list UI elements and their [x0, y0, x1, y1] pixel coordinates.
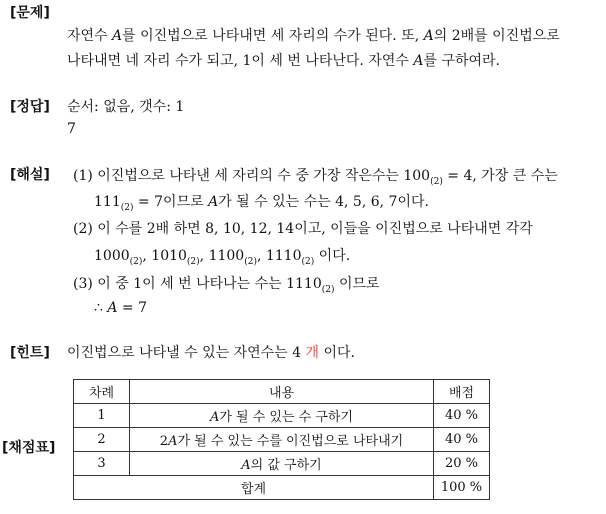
- table-total-row: [74, 476, 490, 500]
- answer-line-1: 순서: 없음, 갯수: 1: [67, 99, 185, 115]
- problem-line-2: [67, 50, 500, 70]
- var-a: A: [241, 458, 251, 473]
- solution-step-1-line-2: [94, 191, 429, 213]
- therefore-symbol: ∴: [94, 300, 108, 316]
- solution-text: = 4, 가장 큰 수는: [442, 168, 558, 184]
- total-label: 합계: [74, 476, 434, 500]
- var-a: A: [208, 194, 219, 210]
- solution-text: , 1010: [142, 248, 187, 264]
- solution-text: = 7: [133, 194, 164, 210]
- answer-label: [정답]: [10, 99, 50, 115]
- base-subscript: (2): [120, 202, 134, 213]
- row-number: 3: [74, 452, 130, 476]
- problem-text: 나타내면 네 자리 수가 되고,: [67, 53, 243, 69]
- rubric-label: [채점표]: [2, 440, 56, 456]
- solution-text: 이 세 번 나타나는 수는 1110: [142, 276, 322, 292]
- solution-step-3-line-1: [73, 273, 380, 295]
- answer-line-2: 7: [67, 121, 76, 137]
- row-content: [130, 428, 434, 452]
- row-number: 2: [74, 428, 130, 452]
- solution-text: = 7: [117, 300, 148, 316]
- problem-text: 자연수: [67, 28, 113, 44]
- solution-text: 이다.: [397, 194, 429, 210]
- solution-text: 이므로: [163, 194, 209, 210]
- total-score: 100 %: [434, 476, 490, 500]
- header-order: 차례: [74, 380, 130, 404]
- solution-text: 111: [94, 194, 121, 210]
- var-a: A: [168, 434, 178, 449]
- table-row: [74, 404, 490, 428]
- row-score: 40 %: [434, 428, 490, 452]
- solution-text: 이다.: [314, 248, 351, 264]
- solution-text: 이므로: [334, 276, 380, 292]
- hint-text-part: 이다.: [319, 345, 355, 361]
- solution-text: 1000: [94, 248, 130, 264]
- header-content: 내용: [130, 380, 434, 404]
- row-number: 1: [74, 404, 130, 428]
- base-subscript: (2): [129, 256, 143, 267]
- row-content-pre: 2: [159, 434, 169, 449]
- problem-text: 의: [433, 28, 452, 44]
- row-content-post: 의 값 구하기: [250, 458, 322, 473]
- hint-text-part: 이진법으로 나타낼 수 있는 자연수는 4: [67, 345, 306, 361]
- row-score: 40 %: [434, 404, 490, 428]
- var-a: A: [209, 410, 220, 425]
- solution-label: [해설]: [10, 167, 50, 183]
- solution-step-2-line-2: [94, 245, 350, 267]
- solution-step-2-line-1: [73, 218, 533, 238]
- base-subscript: (2): [244, 256, 257, 267]
- row-content-post: 가 될 수 있는 수를 이진법으로 나타내기: [177, 434, 404, 449]
- var-a: A: [413, 53, 424, 69]
- hint-label: [힌트]: [10, 345, 50, 361]
- problem-text: 배를 이진법으로: [460, 28, 560, 44]
- header-score: 배점: [434, 380, 490, 404]
- solution-text: (1) 이진법으로 나타낸 세 자리의 수 중 가장 작은수는 100: [73, 168, 431, 184]
- hint-highlight: 개: [305, 345, 319, 361]
- number: 1: [242, 53, 252, 69]
- var-a: A: [423, 28, 434, 44]
- base-subscript: (2): [186, 256, 200, 267]
- table-header-row: [74, 380, 490, 404]
- solution-text: 이고, 이들을 이진법으로 나타내면 각각: [294, 221, 533, 237]
- problem-label: [문제]: [10, 5, 50, 21]
- solution-step-1-line-1: [73, 165, 558, 187]
- hint-text: [67, 342, 355, 362]
- problem-text: 를 이진법으로 나타내면 세 자리의 수가 된다. 또,: [122, 28, 424, 44]
- row-score: 20 %: [434, 452, 490, 476]
- solution-text: , 1100: [199, 248, 245, 264]
- table-row: [74, 452, 490, 476]
- solution-text: 가 될 수 있는 수는 4, 5, 6, 7: [218, 194, 398, 210]
- solution-text: , 1110: [256, 248, 302, 264]
- base-subscript: (2): [321, 284, 335, 295]
- problem-text: 를 구하여라.: [423, 53, 500, 69]
- solution-text: (2) 이 수를 2배 하면 8, 10, 12, 14: [73, 221, 295, 237]
- base-subscript: (2): [430, 176, 443, 187]
- var-a: A: [107, 300, 118, 316]
- row-content: [130, 452, 434, 476]
- number: 2: [451, 28, 461, 44]
- table-row: [74, 428, 490, 452]
- rubric-table: [73, 379, 490, 500]
- solution-text: (3) 이 중 1: [73, 276, 143, 292]
- base-subscript: (2): [301, 256, 315, 267]
- solution-step-3-line-2: [94, 300, 147, 316]
- var-a: A: [112, 28, 123, 44]
- row-content: [130, 404, 434, 428]
- problem-text: 이 세 번 나타난다. 자연수: [251, 53, 414, 69]
- problem-line-1: [67, 25, 560, 45]
- row-content-post: 가 될 수 있는 수 구하기: [219, 410, 354, 425]
